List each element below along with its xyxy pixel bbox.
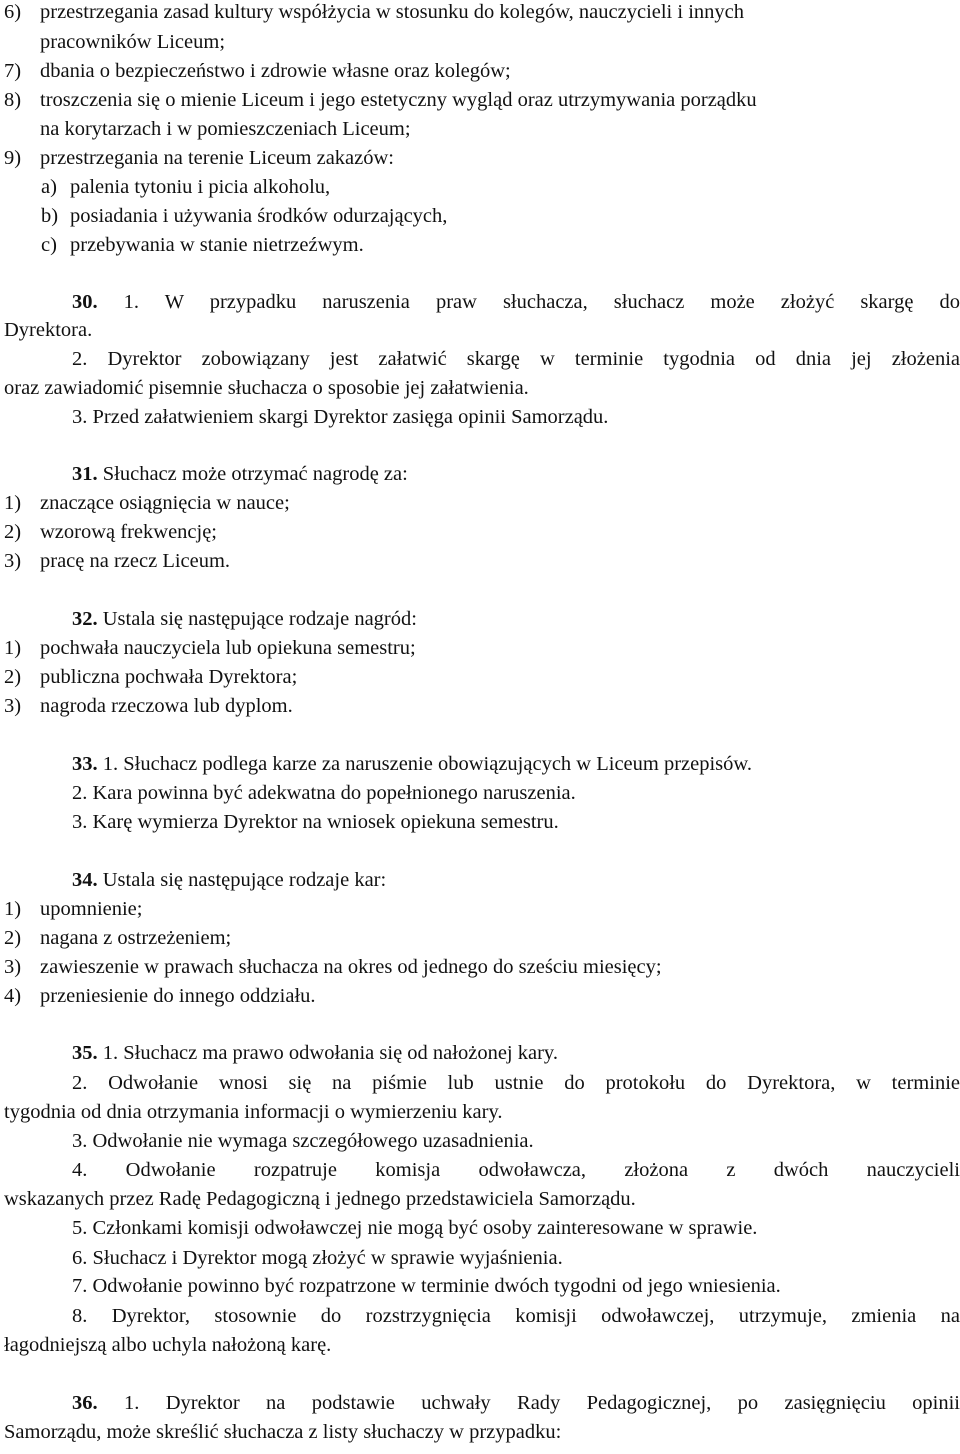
paragraph-heading [72, 290, 960, 314]
paragraph-heading [72, 868, 386, 892]
list-item-text: dbania o bezpieczeństwo i zdrowie własne oraz kolegów; [40, 60, 511, 82]
list-item-text: publiczna pochwała Dyrektora; [40, 666, 298, 688]
paragraph-heading [72, 1041, 558, 1065]
paragraph-line [72, 1158, 960, 1182]
list-item-label: 3) [4, 695, 22, 717]
list-item-label: 3) [4, 550, 22, 572]
list-item-text: przestrzegania na terenie Liceum zakazów: [40, 147, 394, 169]
paragraph-number: 32. [72, 608, 98, 630]
paragraph-number: 34. [72, 869, 98, 891]
paragraph-text: 4. Odwołanie rozpatruje komisja odwoławcza, złożona z dwóch nauczycieli [72, 1159, 960, 1181]
list-item-text: pracę na rzecz Liceum. [40, 550, 231, 572]
paragraph-line [72, 347, 960, 371]
paragraph-text: oraz zawiadomić pisemnie słuchacza o sposobie jej załatwienia. [4, 377, 529, 399]
paragraph-text: tygodnia od dnia otrzymania informacji o wymierzeniu kary. [4, 1101, 503, 1123]
paragraph-text: 3. Przed załatwieniem skargi Dyrektor zasięga opinii Samorządu. [72, 406, 609, 428]
paragraph-continuation [4, 376, 529, 400]
list-item [4, 694, 293, 718]
paragraph-line [72, 1129, 534, 1153]
list-item [4, 955, 662, 979]
list-item-text: troszczenia się o mienie Liceum i jego estetyczny wygląd oraz utrzymywania porządku [40, 89, 757, 111]
paragraph-line [72, 1216, 757, 1240]
paragraph-text: 3. Karę wymierza Dyrektor na wniosek opiekuna semestru. [72, 811, 559, 833]
paragraph-heading [72, 462, 408, 486]
list-item [4, 549, 230, 573]
list-item [4, 59, 511, 83]
paragraph-number: 35. [72, 1042, 98, 1064]
sub-list-item-text: posiadania i używania środków odurzających, [70, 205, 448, 227]
list-item [4, 491, 290, 515]
list-item-label: 2) [4, 521, 22, 543]
paragraph-heading [72, 607, 417, 631]
paragraph-text: Słuchacz może otrzymać nagrodę za: [97, 463, 408, 485]
sub-list-item-text: palenia tytoniu i picia alkoholu, [70, 176, 331, 198]
paragraph-continuation [4, 1187, 636, 1211]
list-item-continuation [40, 117, 411, 141]
list-item-text: przestrzegania zasad kultury współżycia w stosunku do kolegów, nauczycieli i innych [40, 1, 744, 23]
paragraph-line [72, 810, 559, 834]
sub-list-item-label: b) [41, 205, 59, 227]
sub-list-item-label: c) [41, 234, 57, 256]
list-item-label: 6) [4, 1, 22, 23]
list-item-label: 2) [4, 927, 22, 949]
list-item-text: nagana z ostrzeżeniem; [40, 927, 232, 949]
list-item-label: 1) [4, 492, 22, 514]
list-item-label: 7) [4, 60, 22, 82]
list-item-label: 8) [4, 89, 22, 111]
paragraph-text: wskazanych przez Radę Pedagogiczną i jednego przedstawiciela Samorządu. [4, 1188, 636, 1210]
paragraph-heading [72, 1391, 960, 1415]
list-item [4, 88, 757, 112]
list-item [4, 665, 297, 689]
paragraph-number: 30. [72, 291, 98, 313]
list-item-text: wzorową frekwencję; [40, 521, 218, 543]
paragraph-text: Ustala się następujące rodzaje kar: [97, 869, 387, 891]
paragraph-text: 2. Dyrektor zobowiązany jest załatwić skargę w terminie tygodnia od dnia jej złożenia [72, 348, 960, 370]
list-item-text: pochwała nauczyciela lub opiekuna semestru; [40, 637, 416, 659]
paragraph-line [72, 405, 608, 429]
paragraph-text: 7. Odwołanie powinno być rozpatrzone w terminie dwóch tygodni od jego wniesienia. [72, 1275, 781, 1297]
paragraph-number: 33. [72, 753, 98, 775]
paragraph-continuation [4, 1333, 331, 1357]
paragraph-continuation [4, 1420, 561, 1444]
sub-list-item-label: a) [41, 176, 57, 198]
paragraph-text: 1. Dyrektor na podstawie uchwały Rady Pedagogicznej, po zasięgnięciu opinii [97, 1392, 960, 1414]
paragraph-text: 6. Słuchacz i Dyrektor mogą złożyć w sprawie wyjaśnienia. [72, 1247, 563, 1269]
paragraph-continuation [4, 318, 92, 342]
paragraph-heading [72, 752, 752, 776]
paragraph-number: 36. [72, 1392, 98, 1414]
list-item-text: pracowników Liceum; [40, 31, 226, 53]
list-item-label: 9) [4, 147, 22, 169]
list-item [4, 0, 744, 24]
list-item-label: 2) [4, 666, 22, 688]
list-item-text: upomnienie; [40, 898, 143, 920]
sub-list-item [41, 233, 364, 257]
list-item [4, 984, 316, 1008]
list-item-text: nagroda rzeczowa lub dyplom. [40, 695, 293, 717]
paragraph-text: 1. Słuchacz ma prawo odwołania się od nałożonej kary. [97, 1042, 558, 1064]
list-item-continuation [40, 30, 225, 54]
list-item-text: na korytarzach i w pomieszczeniach Liceum; [40, 118, 411, 140]
list-item [4, 146, 394, 170]
paragraph-line [72, 1304, 960, 1328]
list-item-text: przeniesienie do innego oddziału. [40, 985, 316, 1007]
paragraph-text: 1. Słuchacz podlega karze za naruszenie obowiązujących w Liceum przepisów. [97, 753, 753, 775]
sub-list-item [41, 175, 330, 199]
list-item [4, 926, 231, 950]
paragraph-text: Ustala się następujące rodzaje nagród: [97, 608, 417, 630]
paragraph-line [72, 1246, 563, 1270]
list-item-text: znaczące osiągnięcia w nauce; [40, 492, 290, 514]
paragraph-text: 2. Kara powinna być adekwatna do popełnionego naruszenia. [72, 782, 576, 804]
paragraph-continuation [4, 1100, 503, 1124]
list-item-label: 1) [4, 637, 22, 659]
sub-list-item-text: przebywania w stanie nietrzeźwym. [70, 234, 364, 256]
list-item [4, 520, 217, 544]
paragraph-text: 2. Odwołanie wnosi się na piśmie lub ustnie do protokołu do Dyrektora, w terminie [72, 1072, 960, 1094]
paragraph-line [72, 1071, 960, 1095]
paragraph-text: 5. Członkami komisji odwoławczej nie mogą być osoby zainteresowane w sprawie. [72, 1217, 758, 1239]
sub-list-item [41, 204, 447, 228]
paragraph-text: 3. Odwołanie nie wymaga szczegółowego uzasadnienia. [72, 1130, 534, 1152]
list-item [4, 636, 416, 660]
paragraph-line [72, 1274, 781, 1298]
paragraph-text: łagodniejszą albo uchyla nałożoną karę. [4, 1334, 332, 1356]
list-item-text: zawieszenie w prawach słuchacza na okres od jednego do sześciu miesięcy; [40, 956, 662, 978]
list-item-label: 1) [4, 898, 22, 920]
paragraph-text: 1. W przypadku naruszenia praw słuchacza, słuchacz może złożyć skargę do [97, 291, 960, 313]
list-item [4, 897, 142, 921]
paragraph-text: Samorządu, może skreślić słuchacza z listy słuchaczy w przypadku: [4, 1421, 562, 1443]
paragraph-text: 8. Dyrektor, stosownie do rozstrzygnięcia komisji odwoławczej, utrzymuje, zmienia na [72, 1305, 960, 1327]
paragraph-line [72, 781, 576, 805]
list-item-label: 4) [4, 985, 22, 1007]
paragraph-text: Dyrektora. [4, 319, 93, 341]
list-item-label: 3) [4, 956, 22, 978]
paragraph-number: 31. [72, 463, 98, 485]
